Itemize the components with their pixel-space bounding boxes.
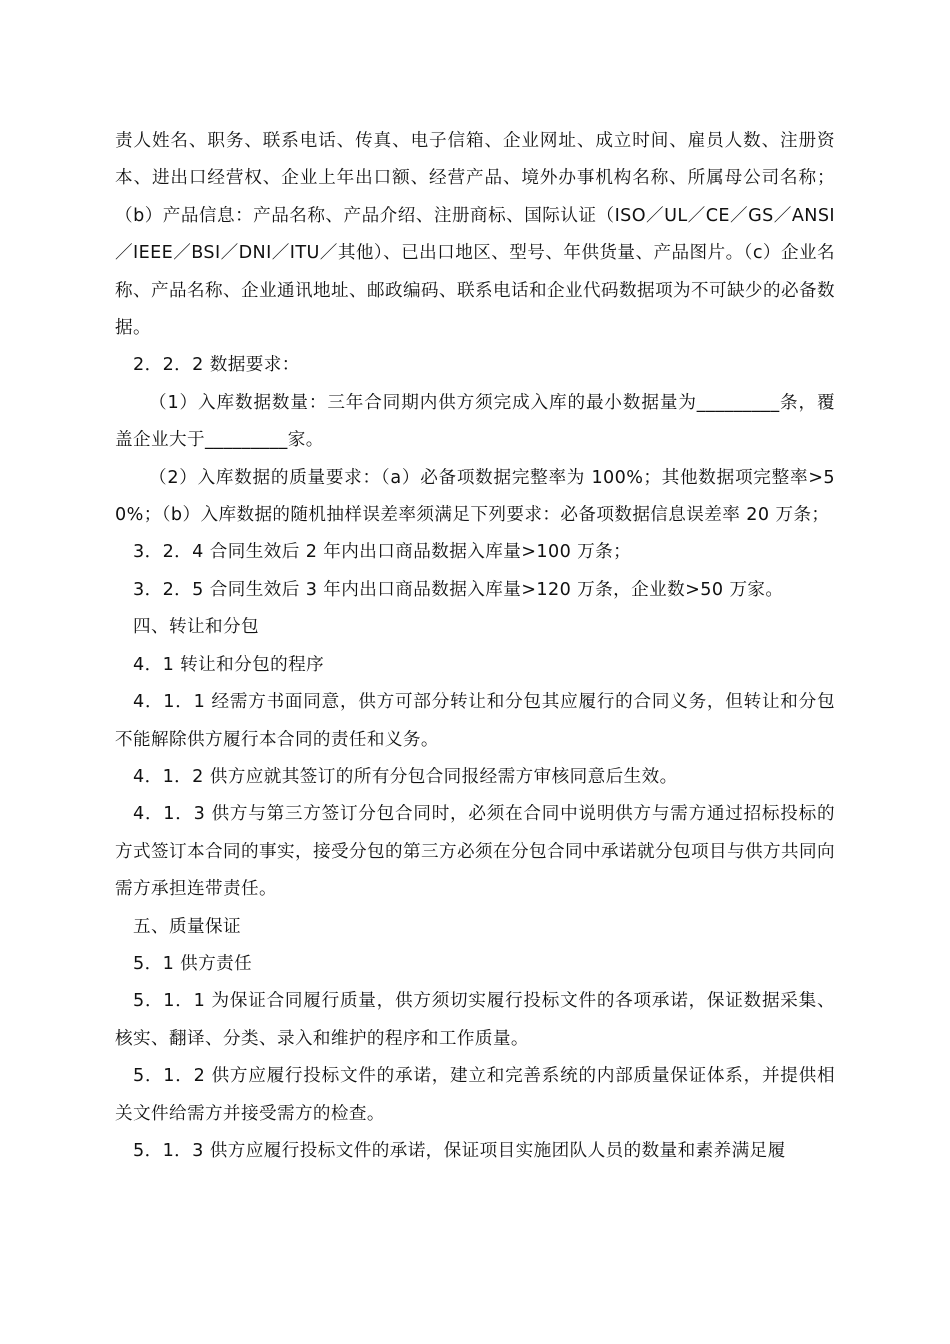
paragraph-5-1-2: 5．1．2 供方应履行投标文件的承诺，建立和完善系统的内部质量保证体系，并提供相关文件给需方并接受需方的检查。 — [115, 1066, 835, 1124]
paragraph-4-1-2: 4．1．2 供方应就其签订的所有分包合同报经需方审核同意后生效。 — [133, 766, 678, 787]
section-heading-quality-assurance: 五、质量保证 — [133, 916, 241, 937]
paragraph-4-1-1: 4．1．1 经需方书面同意，供方可部分转让和分包其应履行的合同义务，但转让和分包不能解除供方履行本合同的责任和义务。 — [115, 692, 835, 750]
paragraph-3-2-4: 3．2．4 合同生效后 2 年内出口商品数据入库量>100 万条； — [133, 542, 632, 563]
paragraph-4-1-3: 4．1．3 供方与第三方签订分包合同时，必须在合同中说明供方与需方通过招标投标的方式签订本合同的事实，接受分包的第三方必须在分包合同中承诺就分包项目与供方共同向需方承担连带责任。 — [115, 804, 835, 900]
document-body — [115, 123, 835, 1170]
paragraph-data-quality: （2）入库数据的质量要求：（a）必备项数据完整率为 100%；其他数据项完整率>50%；（b）入库数据的随机抽样误差率须满足下列要求：必备项数据信息误差率 20 万条； — [115, 467, 835, 526]
paragraph-5-1-1: 5．1．1 为保证合同履行质量，供方须切实履行投标文件的各项承诺，保证数据采集、核实、翻译、分类、录入和维护的程序和工作质量。 — [115, 991, 835, 1049]
paragraph-3-2-5: 3．2．5 合同生效后 3 年内出口商品数据入库量>120 万条，企业数>50 万家。 — [133, 579, 784, 600]
paragraph-enterprise-info-continued: 责人姓名、职务、联系电话、传真、电子信箱、企业网址、成立时间、雇员人数、注册资本、进出口经营权、企业上年出口额、经营产品、境外办事机构名称、所属母公司名称；（b）产品信息：产品名称、产品介绍、注册商标、国际认证（ISO／UL／CE／GS／ANSI／IEEE／BSI／DNI／ITU／其他）、已出口地区、型号、年供货量、产品图片。（c）企业名称、产品名称、企业通讯地址、邮政编码、联系电话和企业代码数据项为不可缺少的必备数据。 — [115, 131, 835, 339]
subheading-4-1: 4．1 转让和分包的程序 — [133, 654, 325, 675]
subheading-5-1: 5．1 供方责任 — [133, 953, 253, 974]
paragraph-data-quantity: （1）入库数据数量：三年合同期内供方须完成入库的最小数据量为_________条，覆盖企业大于_________家。 — [115, 392, 835, 451]
paragraph-5-1-3: 5．1．3 供方应履行投标文件的承诺，保证项目实施团队人员的数量和素养满足履 — [133, 1140, 786, 1161]
paragraph-2-2-2-heading: 2．2．2 数据要求： — [133, 355, 300, 376]
section-heading-transfer-subcontract: 四、转让和分包 — [133, 617, 259, 638]
